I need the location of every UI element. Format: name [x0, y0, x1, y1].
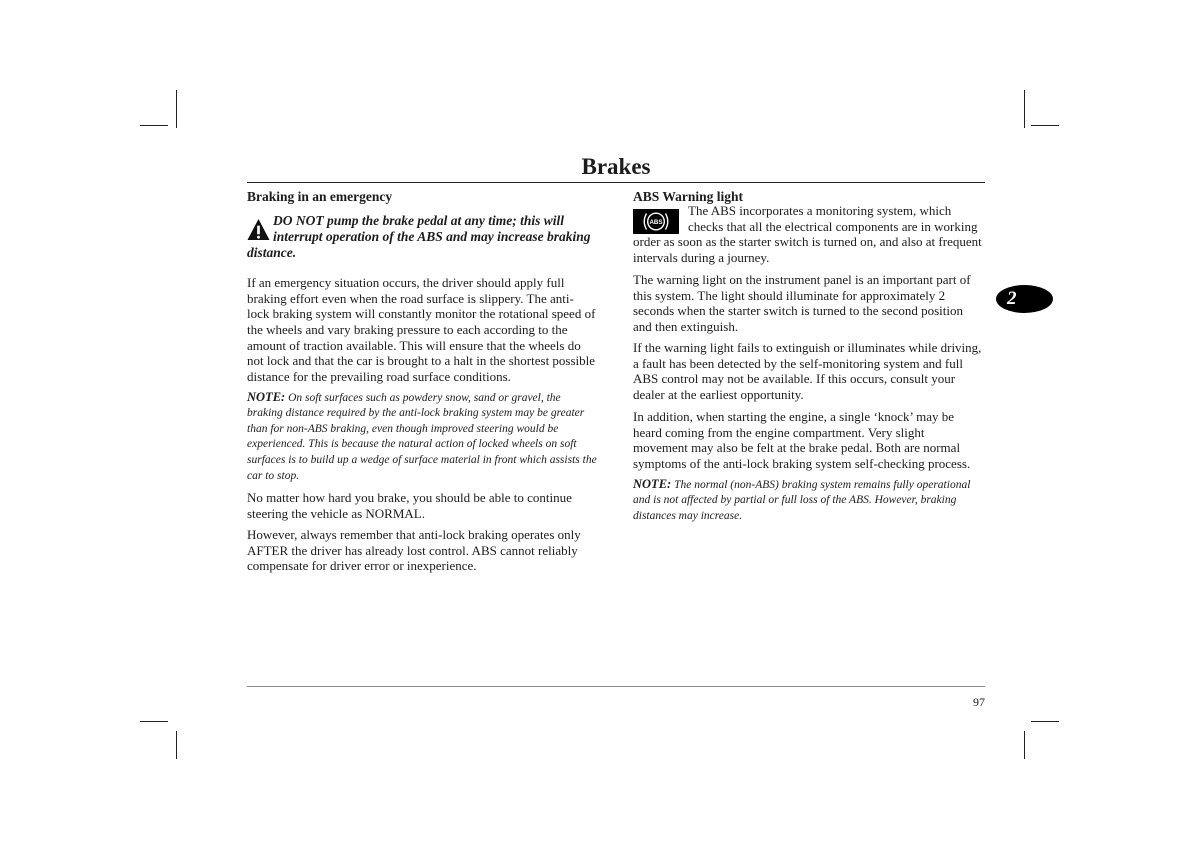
- text-line: dealer at the earliest opportunity.: [633, 387, 804, 403]
- text-line: If the warning light fails to extinguish or illuminates while driving,: [633, 340, 982, 355]
- text-line: and then extinguish.: [633, 319, 739, 335]
- abs-icon-label: ABS: [649, 218, 663, 226]
- text-line: heard coming from the engine compartment. Very slight: [633, 424, 925, 440]
- text-line-content: The normal (non-ABS) braking system remains fully operational: [674, 479, 971, 491]
- crop-mark: [1024, 90, 1025, 128]
- fault-paragraph: [633, 340, 981, 403]
- text-line-content: On soft surfaces such as powdery snow, sand or gravel, the: [288, 392, 561, 404]
- text-line: symptoms of the anti-lock braking system self-checking process.: [633, 456, 971, 472]
- text-line: In addition, when starting the engine, a single ‘knock’ may be: [633, 409, 955, 424]
- page-number: 97: [973, 695, 985, 709]
- footer-divider: [247, 686, 985, 687]
- text-line: ABS control may not be available. If this occurs, consult your: [633, 371, 956, 387]
- crop-mark: [1024, 731, 1025, 759]
- title-divider: [247, 182, 985, 183]
- text-line: seconds when the starter switch is turned to the second position: [633, 303, 963, 319]
- text-line: The warning light on the instrument panel is an important part of: [633, 272, 971, 287]
- text-line: interrupt operation of the ABS and may increase braking: [273, 229, 591, 244]
- text-line: No matter how hard you brake, you should be able to continue: [247, 490, 572, 505]
- text-line: lock braking system will constantly monitor the rotational speed of: [247, 306, 596, 322]
- text-line: [247, 390, 597, 406]
- page-title: Brakes: [581, 154, 651, 179]
- crop-mark: [1031, 125, 1059, 126]
- text-line: steering the vehicle as NORMAL.: [247, 505, 425, 521]
- note-label: NOTE:: [633, 477, 672, 491]
- text-line: braking distance required by the anti-lock braking system may be greater: [247, 406, 585, 419]
- text-line: compensate for driver error or inexperience.: [247, 558, 477, 574]
- emergency-procedure-paragraph: [247, 275, 595, 385]
- text-line: AFTER the driver has already lost control. ABS cannot reliably: [247, 542, 578, 558]
- non-abs-braking-note: [633, 477, 970, 524]
- text-line: than for non-ABS braking, even though improved steering would be: [247, 422, 559, 435]
- text-line: amount of traction available. This will ensure that the wheels do: [247, 337, 581, 353]
- crop-mark: [176, 731, 177, 759]
- note-label: NOTE:: [247, 390, 286, 404]
- self-check-paragraph: [633, 409, 970, 472]
- text-line: car to stop.: [247, 469, 300, 482]
- text-line: However, always remember that anti-lock braking operates only: [247, 527, 581, 542]
- text-line: checks that all the electrical components are in working: [688, 218, 978, 234]
- soft-surface-note: [247, 390, 597, 485]
- text-line: The ABS incorporates a monitoring system, which: [688, 203, 952, 218]
- text-line: not lock and that the car is brought to a halt in the shortest possible: [247, 353, 596, 369]
- emergency-braking-heading: Braking in an emergency: [247, 189, 393, 204]
- abs-warning-light-heading: ABS Warning light: [633, 189, 744, 204]
- crop-mark: [140, 125, 168, 126]
- text-line: this system. The light should illuminate for approximately 2: [633, 287, 946, 303]
- text-line: braking effort even when the road surface is slippery. The anti-: [247, 290, 574, 306]
- text-line: distance.: [247, 245, 297, 260]
- text-line: If an emergency situation occurs, the driver should apply full: [247, 275, 565, 290]
- crop-mark: [1031, 721, 1059, 722]
- text-line: intervals during a journey.: [633, 250, 770, 266]
- steering-paragraph: [247, 490, 572, 521]
- chapter-number: 2: [1007, 288, 1017, 309]
- text-line: surfaces is to build up a wedge of surface material in front which assists the: [247, 454, 597, 467]
- text-line: a fault has been detected by the self-monitoring system and full: [633, 355, 963, 371]
- chapter-tab: [996, 285, 1053, 313]
- text-line: and is not affected by partial or full loss of the ABS. However, braking: [633, 493, 957, 506]
- text-line: order as soon as the starter switch is turned on, and also at frequent: [633, 234, 982, 250]
- abs-monitoring-paragraph: [633, 203, 982, 266]
- driver-error-paragraph: [247, 527, 581, 574]
- text-line: distance for the prevailing road surface conditions.: [247, 369, 511, 385]
- crop-mark: [176, 90, 177, 128]
- text-line: movement may also be felt at the brake pedal. Both are normal: [633, 440, 961, 456]
- text-line: distances may increase.: [633, 509, 743, 522]
- text-line: experienced. This is because the natural action of locked wheels on soft: [247, 438, 577, 451]
- abs-pedal-warning: [247, 213, 591, 261]
- text-line: the wheels and vary braking pressure to each according to the: [247, 322, 568, 338]
- text-line: [633, 477, 970, 493]
- warning-light-paragraph: [633, 272, 971, 335]
- crop-mark: [140, 721, 168, 722]
- text-line: DO NOT pump the brake pedal at any time; this will: [273, 213, 565, 228]
